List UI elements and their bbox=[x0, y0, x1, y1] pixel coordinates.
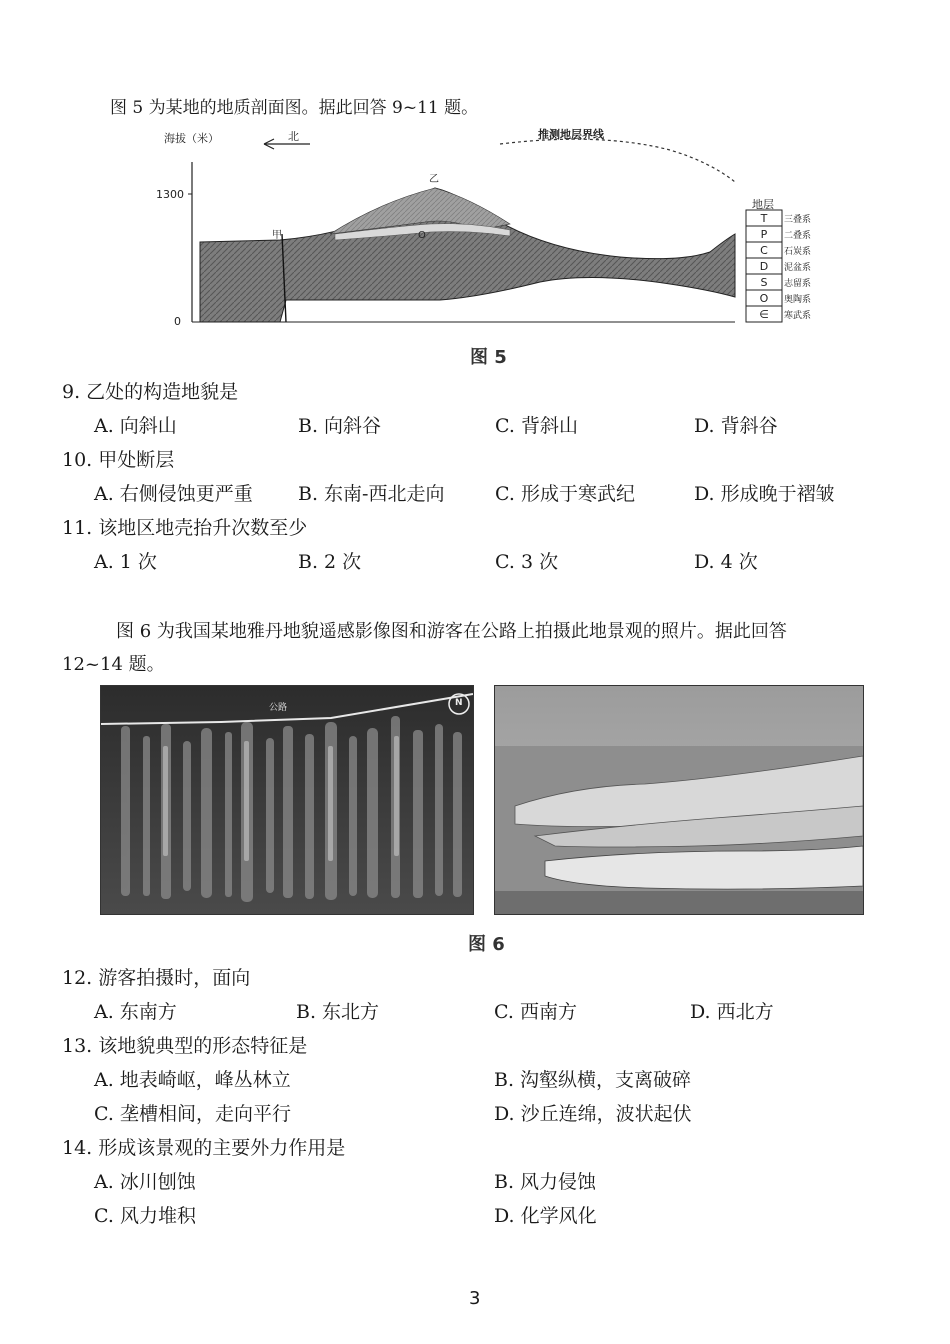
dashed-line-label: 推测地层界线 bbox=[538, 128, 604, 141]
q14-option-d: D. 化学风化 bbox=[494, 1205, 597, 1227]
y-tick-bottom: 0 bbox=[174, 315, 181, 328]
q12-option-c: C. 西南方 bbox=[494, 1001, 577, 1023]
q13-option-d: D. 沙丘连绵，波状起伏 bbox=[494, 1103, 692, 1125]
legend-list bbox=[746, 210, 856, 322]
legend-item: O 奥陶系 bbox=[759, 291, 812, 305]
north-symbol: N bbox=[455, 698, 463, 708]
landscape-photo bbox=[494, 685, 864, 915]
point-jia: 甲 bbox=[272, 230, 282, 241]
fig5-caption: 图 5 bbox=[470, 347, 507, 368]
q12-option-d: D. 西北方 bbox=[690, 1001, 774, 1023]
legend-item: T 三叠系 bbox=[760, 211, 812, 225]
yardang-photo-art bbox=[495, 686, 863, 914]
remote-sensing-image bbox=[100, 685, 474, 915]
q13-option-a: A. 地表崎岖，峰丛林立 bbox=[94, 1069, 291, 1091]
q9-option-c: C. 背斜山 bbox=[495, 415, 578, 437]
q14-option-a: A. 冰川刨蚀 bbox=[94, 1171, 196, 1193]
q12-option-b: B. 东北方 bbox=[296, 1001, 380, 1023]
fig6-intro-line1: 图 6 为我国某地雅丹地貌遥感影像图和游客在公路上拍摄此地景观的照片。据此回答 bbox=[116, 621, 787, 642]
q14-option-b: B. 风力侵蚀 bbox=[494, 1171, 597, 1193]
q10-option-a: A. 右侧侵蚀更严重 bbox=[94, 483, 253, 505]
q14-option-c: C. 风力堆积 bbox=[94, 1205, 196, 1227]
fig6-caption: 图 6 bbox=[468, 934, 505, 955]
q9-option-d: D. 背斜谷 bbox=[694, 415, 778, 437]
q10-option-b: B. 东南-西北走向 bbox=[298, 483, 445, 505]
geologic-section-figure bbox=[150, 122, 850, 342]
q10-option-c: C. 形成于寒武纪 bbox=[495, 483, 635, 505]
q13-stem: 13. 该地貌典型的形态特征是 bbox=[62, 1035, 308, 1057]
q13-option-b: B. 沟壑纵横，支离破碎 bbox=[494, 1069, 692, 1091]
legend-item: ∈ 寒武系 bbox=[759, 307, 812, 321]
yardang-stripes bbox=[101, 686, 473, 914]
inferred-boundary bbox=[500, 139, 735, 182]
fig5-intro: 图 5 为某地的地质剖面图。据此回答 9~11 题。 bbox=[110, 98, 479, 118]
q12-option-a: A. 东南方 bbox=[94, 1001, 177, 1023]
q11-option-b: B. 2 次 bbox=[298, 551, 362, 573]
q10-option-d: D. 形成晚于褶皱 bbox=[694, 483, 835, 505]
q12-stem: 12. 游客拍摄时，面向 bbox=[62, 967, 251, 989]
q9-stem: 9. 乙处的构造地貌是 bbox=[62, 381, 239, 403]
north-label: 北 bbox=[288, 130, 299, 143]
geologic-section-svg bbox=[150, 122, 850, 342]
fig6-intro-line2: 12~14 题。 bbox=[62, 654, 165, 675]
road-label: 公路 bbox=[269, 703, 288, 713]
q11-stem: 11. 该地区地壳抬升次数至少 bbox=[62, 517, 308, 539]
legend-title: 地层 bbox=[752, 198, 774, 211]
q9-option-b: B. 向斜谷 bbox=[298, 415, 382, 437]
q14-stem: 14. 形成该景观的主要外力作用是 bbox=[62, 1137, 346, 1159]
legend-item: S 志留系 bbox=[760, 275, 812, 289]
legend-item: P 二叠系 bbox=[760, 227, 812, 241]
page-number: 3 bbox=[469, 1288, 481, 1309]
q11-option-a: A. 1 次 bbox=[94, 551, 157, 573]
layer-O-mark: O bbox=[418, 230, 426, 241]
q10-stem: 10. 甲处断层 bbox=[62, 449, 175, 471]
legend-item: D 泥盆系 bbox=[759, 259, 812, 273]
q11-option-c: C. 3 次 bbox=[495, 551, 559, 573]
y-axis-label: 海拔（米） bbox=[164, 132, 219, 145]
q9-option-a: A. 向斜山 bbox=[94, 415, 177, 437]
q11-option-d: D. 4 次 bbox=[694, 551, 758, 573]
point-yi: 乙 bbox=[429, 174, 439, 185]
y-tick-top: 1300 bbox=[156, 188, 184, 201]
q13-option-c: C. 垄槽相间，走向平行 bbox=[94, 1103, 291, 1125]
legend-item: C 石炭系 bbox=[760, 243, 812, 257]
